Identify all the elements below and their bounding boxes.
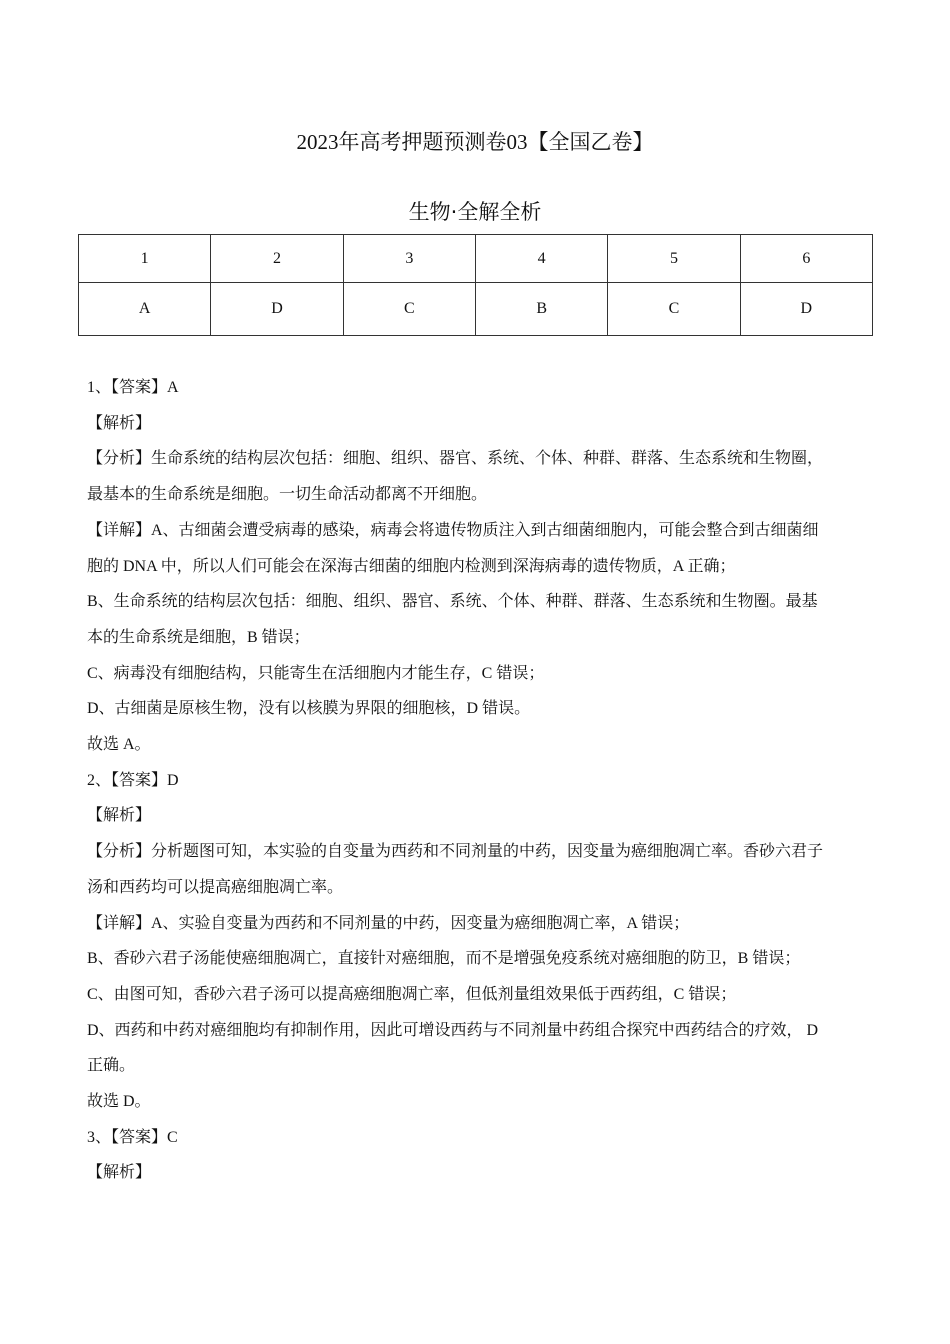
answer-cell: C (343, 283, 475, 336)
text-line: 本的生命系统是细胞，B 错误； (87, 628, 310, 646)
question-number-cell: 3 (343, 235, 475, 283)
text-line: B、生命系统的结构层次包括：细胞、组织、器官、系统、个体、种群、群落、生态系统和生物圈。最基 (87, 593, 818, 611)
answer-cell: B (475, 283, 607, 336)
text-line: C、由图可知，香砂六君子汤可以提高癌细胞凋亡率，但低剂量组效果低于西药组，C 错误； (87, 985, 737, 1003)
text-line: B、香砂六君子汤能使癌细胞凋亡，直接针对癌细胞，而不是增强免疫系统对癌细胞的防卫，B 错误； (87, 950, 801, 968)
question-number-cell: 5 (608, 235, 740, 283)
text-line: 【解析】 (87, 807, 152, 825)
text-line: 胞的 DNA 中，所以人们可能会在深海古细菌的细胞内检测到深海病毒的遗传物质，A 正确； (87, 557, 736, 575)
text-line: C、病毒没有细胞结构，只能寄生在活细胞内才能生存，C 错误； (87, 664, 545, 682)
text-line: 【详解】A、古细菌会遭受病毒的感染，病毒会将遗传物质注入到古细菌细胞内，可能会整合到古细菌细 (87, 521, 819, 539)
text-line: 2、【答案】D (87, 771, 179, 789)
text-line: 3、【答案】C (87, 1128, 178, 1146)
text-line: 故选 A。 (87, 736, 151, 754)
question-number-cell: 2 (211, 235, 343, 283)
text-line: 1、【答案】A (87, 379, 179, 396)
answer-cell: D (740, 283, 872, 336)
answer-table (78, 234, 873, 336)
text-line: 【解析】 (87, 414, 152, 432)
text-line: D、古细菌是原核生物，没有以核膜为界限的细胞核，D 错误。 (87, 700, 531, 718)
text-line: 【详解】A、实验自变量为西药和不同剂量的中药，因变量为癌细胞凋亡率，A 错误； (87, 914, 690, 932)
answer-cell: D (211, 283, 343, 336)
question-number-cell: 4 (475, 235, 607, 283)
document-subtitle: 生物·全解全析 (408, 200, 542, 224)
answer-cell: C (608, 283, 740, 336)
text-line: 最基本的生命系统是细胞。一切生命活动都离不开细胞。 (87, 486, 488, 504)
text-line: D、西药和中药对癌细胞均有抑制作用，因此可增设西药与不同剂量中药组合探究中西药结合的疗效， D (87, 1021, 819, 1039)
text-line: 【解析】 (87, 1164, 152, 1182)
answer-row (79, 283, 873, 336)
text-line: 汤和西药均可以提高癌细胞凋亡率。 (87, 878, 344, 896)
question-number-cell: 6 (740, 235, 872, 283)
explanation-body (87, 370, 877, 1191)
text-line: 【分析】分析题图可知，本实验的自变量为西药和不同剂量的中药，因变量为癌细胞凋亡率。香砂六君子 (87, 843, 824, 861)
answer-cell: A (79, 283, 211, 336)
text-line: 【分析】生命系统的结构层次包括：细胞、组织、器官、系统、个体、种群、群落、生态系统和生物圈， (87, 450, 824, 468)
text-line: 正确。 (87, 1057, 136, 1075)
document-title: 2023年高考押题预测卷03【全国乙卷】 (296, 130, 654, 154)
question-number-cell: 1 (79, 235, 211, 283)
text-line: 故选 D。 (87, 1093, 151, 1111)
question-number-row (79, 235, 873, 283)
